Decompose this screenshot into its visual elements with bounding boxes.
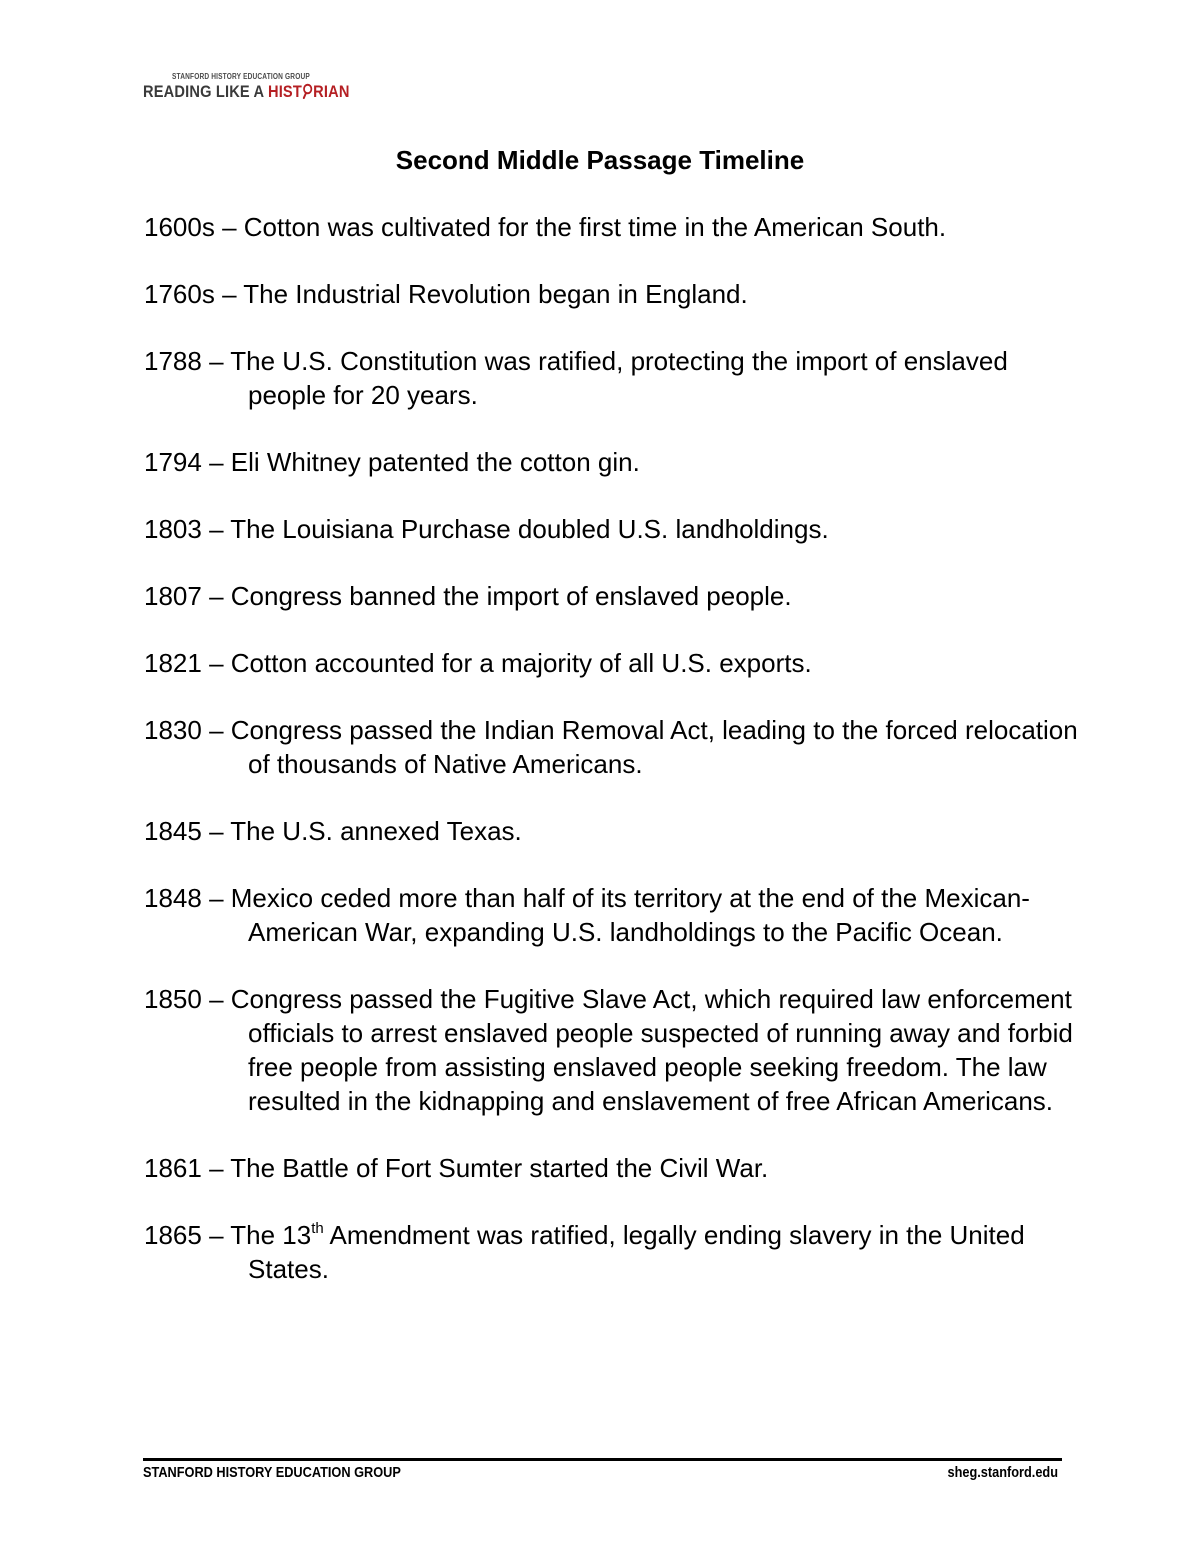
entry-text: Cotton accounted for a majority of all U.S. exports. [230, 648, 812, 678]
entry-separator: – [201, 715, 231, 745]
entry-separator: – [201, 1220, 231, 1250]
timeline-entry [144, 646, 1084, 680]
entry-year: 1850 [144, 984, 202, 1014]
entry-separator: – [201, 514, 231, 544]
timeline-entry [144, 713, 1084, 781]
timeline-entry [144, 512, 1084, 546]
entry-separator: – [201, 816, 231, 846]
entry-separator: – [214, 212, 244, 242]
entry-year: 1600s [144, 212, 215, 242]
magnifier-icon [302, 83, 313, 99]
logo-wordmark-part2a: HIST [267, 82, 302, 101]
logo-wordmark [143, 82, 350, 102]
footer-website: sheg.stanford.edu [947, 1464, 1058, 1481]
entry-year: 1830 [144, 715, 202, 745]
timeline-entry [144, 1218, 1084, 1286]
entry-text: Congress passed the Fugitive Slave Act, which required law enforcement officials to arrest enslaved people suspected of running away and forbid free people from assisting enslaved people seeking freedom. The law resulted in the kidnapping and enslavement of free African Americans. [230, 984, 1073, 1116]
timeline-entry [144, 982, 1084, 1118]
logo-group-name: STANFORD HISTORY EDUCATION GROUP [172, 72, 310, 81]
entry-text: The Louisiana Purchase doubled U.S. landholdings. [230, 514, 829, 544]
logo-wordmark-part1: READING LIKE A [143, 82, 268, 101]
entry-year: 1794 [144, 447, 202, 477]
entry-text: Mexico ceded more than half of its territory at the end of the Mexican-American War, expanding U.S. landholdings to the Pacific Ocean. [230, 883, 1030, 947]
entry-year: 1788 [144, 346, 202, 376]
timeline-entry [144, 277, 1084, 311]
entry-separator: – [201, 346, 231, 376]
entry-text-post: Amendment was ratified, legally ending slavery in the United States. [248, 1220, 1025, 1284]
page-title: Second Middle Passage Timeline [395, 145, 805, 175]
footer-organization: STANFORD HISTORY EDUCATION GROUP [143, 1464, 401, 1481]
timeline-entry [144, 579, 1084, 613]
entry-year: 1760s [144, 279, 215, 309]
entry-text: The Industrial Revolution began in England. [243, 279, 748, 309]
footer-divider [143, 1458, 1062, 1461]
entry-text: The U.S. Constitution was ratified, protecting the import of enslaved people for 20 years. [230, 346, 1008, 410]
entry-separator: – [201, 447, 231, 477]
sheg-logo [143, 72, 353, 106]
entry-text-pre: The 13 [230, 1220, 312, 1250]
entry-text: Cotton was cultivated for the first time in the American South. [243, 212, 947, 242]
timeline-entry [144, 881, 1084, 949]
timeline-entry [144, 344, 1084, 412]
entry-text: The U.S. annexed Texas. [230, 816, 522, 846]
timeline-entry [144, 814, 1084, 848]
entry-separator: – [201, 581, 231, 611]
entry-text: Eli Whitney patented the cotton gin. [230, 447, 640, 477]
ordinal-suffix: th [311, 1220, 324, 1237]
entry-year: 1807 [144, 581, 202, 611]
timeline-entry [144, 445, 1084, 479]
entry-year: 1845 [144, 816, 202, 846]
entry-text: The Battle of Fort Sumter started the Civil War. [230, 1153, 769, 1183]
entry-year: 1821 [144, 648, 202, 678]
entry-separator: – [214, 279, 244, 309]
entry-text: Congress banned the import of enslaved people. [230, 581, 792, 611]
entry-separator: – [201, 883, 231, 913]
timeline-entry [144, 210, 1084, 244]
entry-year: 1865 [144, 1220, 202, 1250]
entry-year: 1803 [144, 514, 202, 544]
entry-year: 1861 [144, 1153, 202, 1183]
timeline-entry [144, 1151, 1084, 1185]
timeline-list [144, 210, 1084, 1319]
entry-separator: – [201, 648, 231, 678]
entry-separator: – [201, 984, 231, 1014]
entry-separator: – [201, 1153, 231, 1183]
entry-text: Congress passed the Indian Removal Act, leading to the forced relocation of thousands of Native Americans. [230, 715, 1078, 779]
entry-year: 1848 [144, 883, 202, 913]
logo-wordmark-part2b: RIAN [313, 82, 350, 101]
